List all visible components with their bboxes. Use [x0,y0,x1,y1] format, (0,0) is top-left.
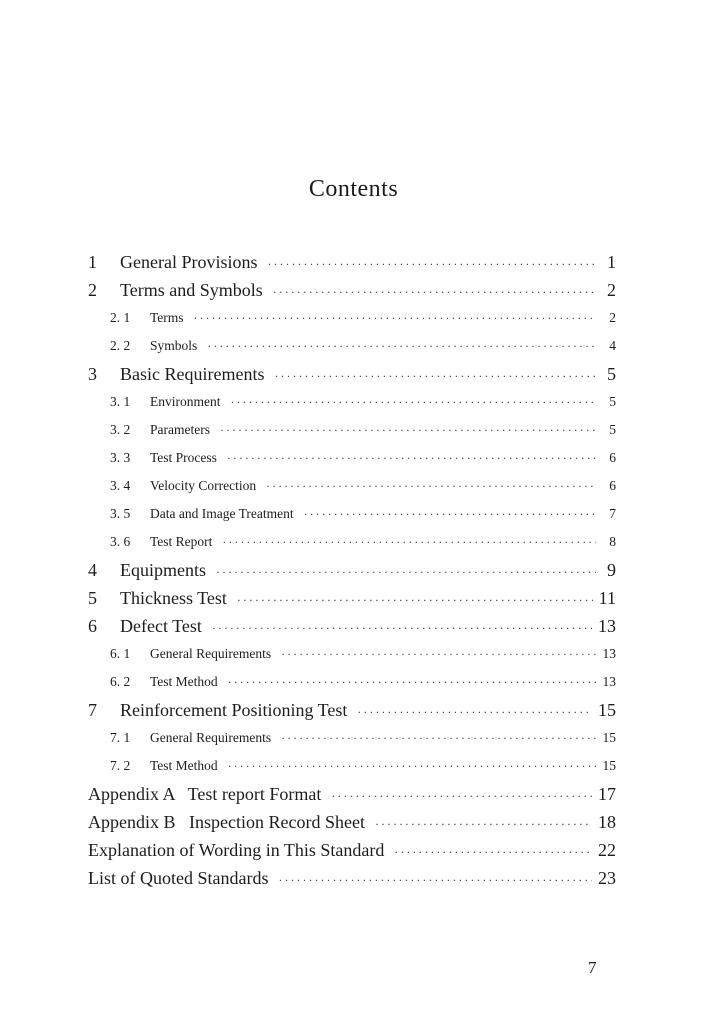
toc-entry-page: 7 [609,506,616,521]
toc-entry-label: Test Report [150,534,213,549]
toc-entry-label: Parameters [150,422,210,437]
toc-leader-dots [394,838,592,866]
toc-entry[interactable] [88,556,616,584]
toc-entry-number: 6. 1 [110,646,131,661]
toc-entry-label: Appendix A Test report Format [88,784,322,804]
toc-subentry[interactable] [88,724,616,752]
toc-leader-dots [207,332,596,360]
toc-entry-label: Terms [150,310,184,325]
toc-entry-label: List of Quoted Standards [88,868,269,888]
toc-entry-page: 2 [609,310,616,325]
toc-leader-dots [278,866,592,894]
toc-entry-number: 3. 1 [110,394,131,409]
toc-entry-label: General Requirements [150,730,272,745]
toc-entry-label: Basic Requirements [120,364,265,384]
toc-entry[interactable] [88,248,616,276]
toc-entry-page: 8 [609,534,616,549]
toc-entry-number: 4 [88,560,97,580]
toc-entry-page: 18 [598,812,616,832]
toc-entry-label: General Requirements [150,646,272,661]
toc-entry-page: 17 [598,784,616,804]
toc-subentry[interactable] [88,668,616,696]
toc-entry-number: 6 [88,616,97,636]
toc-leader-dots [231,388,597,416]
toc-subentry[interactable] [88,416,616,444]
toc-leader-dots [216,558,596,586]
toc-entry-label: Defect Test [120,616,202,636]
toc-entry-number: 1 [88,252,97,272]
toc-leader-dots [222,528,596,556]
toc-entry-label: Test Method [150,674,218,689]
toc-leader-dots [281,724,596,752]
page-number: 7 [588,958,597,977]
toc-entry-label: Test Method [150,758,218,773]
toc-entry-number: 3 [88,364,97,384]
toc-entry-number: 3. 4 [110,478,131,493]
toc-leader-dots [274,362,596,390]
toc-leader-dots [237,586,593,614]
toc-entry-number: 2 [88,280,97,300]
toc-leader-dots [281,640,596,668]
toc-entry-number: 7 [88,700,97,720]
toc-entry-page: 9 [607,560,616,580]
toc-subentry[interactable] [88,472,616,500]
toc-leader-dots [194,304,596,332]
toc-entry-label: Test Process [150,450,217,465]
toc-entry-number: 3. 6 [110,534,131,549]
toc-entry-label: Velocity Correction [150,478,257,493]
toc-entry-number: 3. 2 [110,422,131,437]
toc-subentry[interactable] [88,528,616,556]
toc-leader-dots [228,752,596,780]
toc-entry-number: 6. 2 [110,674,131,689]
toc-entry-label: Symbols [150,338,198,353]
toc-entry-page: 23 [598,868,616,888]
toc-subentry[interactable] [88,444,616,472]
toc-leader-dots [267,250,596,278]
toc-entry-number: 5 [88,588,97,608]
toc-entry[interactable] [88,584,616,612]
toc-entry-number: 7. 2 [110,758,131,773]
toc-leader-dots [227,444,596,472]
toc-entry-page: 15 [602,758,616,773]
toc-subentry[interactable] [88,640,616,668]
toc-entry-page: 6 [609,450,616,465]
toc-entry-label: Environment [150,394,221,409]
toc-entry-number: 2. 1 [110,310,131,325]
toc-entry-page: 15 [602,730,616,745]
toc-entry-number: 2. 2 [110,338,131,353]
toc-entry-page: 22 [598,840,616,860]
toc-entry-page: 1 [607,252,616,272]
toc-entry-label: General Provisions [120,252,258,272]
toc-entry-page: 5 [607,364,616,384]
toc-leader-dots [266,472,596,500]
toc-entry-page: 4 [609,338,616,353]
toc-entry-page: 5 [609,394,616,409]
toc-entry-page: 5 [609,422,616,437]
toc-entry[interactable] [88,276,616,304]
toc-entry-label: Terms and Symbols [120,280,263,300]
toc-entry-label: Thickness Test [120,588,227,608]
toc-entry-page: 13 [602,674,616,689]
toc-entry-label: Equipments [120,560,206,580]
toc-entry-label: Reinforcement Positioning Test [120,700,348,720]
toc-subentry[interactable] [88,388,616,416]
toc-entry-label: Appendix B Inspection Record Sheet [88,812,365,832]
toc-entry[interactable] [88,864,616,892]
table-of-contents [88,248,616,892]
toc-entry-number: 3. 3 [110,450,131,465]
toc-leader-dots [212,614,592,642]
toc-subentry[interactable] [88,752,616,780]
toc-entry[interactable] [88,360,616,388]
toc-leader-dots [220,416,596,444]
toc-entry[interactable] [88,696,616,724]
toc-leader-dots [273,278,596,306]
toc-leader-dots [357,698,592,726]
toc-entry-number: 3. 5 [110,506,131,521]
toc-entry[interactable] [88,836,616,864]
toc-entry-page: 13 [598,616,616,636]
toc-entry-page: 2 [607,280,616,300]
toc-entry-label: Explanation of Wording in This Standard [88,840,385,860]
toc-entry-page: 6 [609,478,616,493]
toc-entry-page: 15 [598,700,616,720]
toc-leader-dots [228,668,596,696]
toc-subentry[interactable] [88,332,616,360]
toc-entry[interactable] [88,612,616,640]
toc-entry[interactable] [88,808,616,836]
toc-entry[interactable] [88,780,616,808]
toc-leader-dots [304,500,596,528]
toc-entry-number: 7. 1 [110,730,131,745]
toc-entry-page: 13 [602,646,616,661]
toc-entry-page: 11 [598,588,616,608]
toc-leader-dots [331,782,592,810]
toc-subentry[interactable] [88,500,616,528]
toc-leader-dots [375,810,592,838]
toc-subentry[interactable] [88,304,616,332]
toc-entry-label: Data and Image Treatment [150,506,294,521]
page-title: Contents [308,176,399,202]
